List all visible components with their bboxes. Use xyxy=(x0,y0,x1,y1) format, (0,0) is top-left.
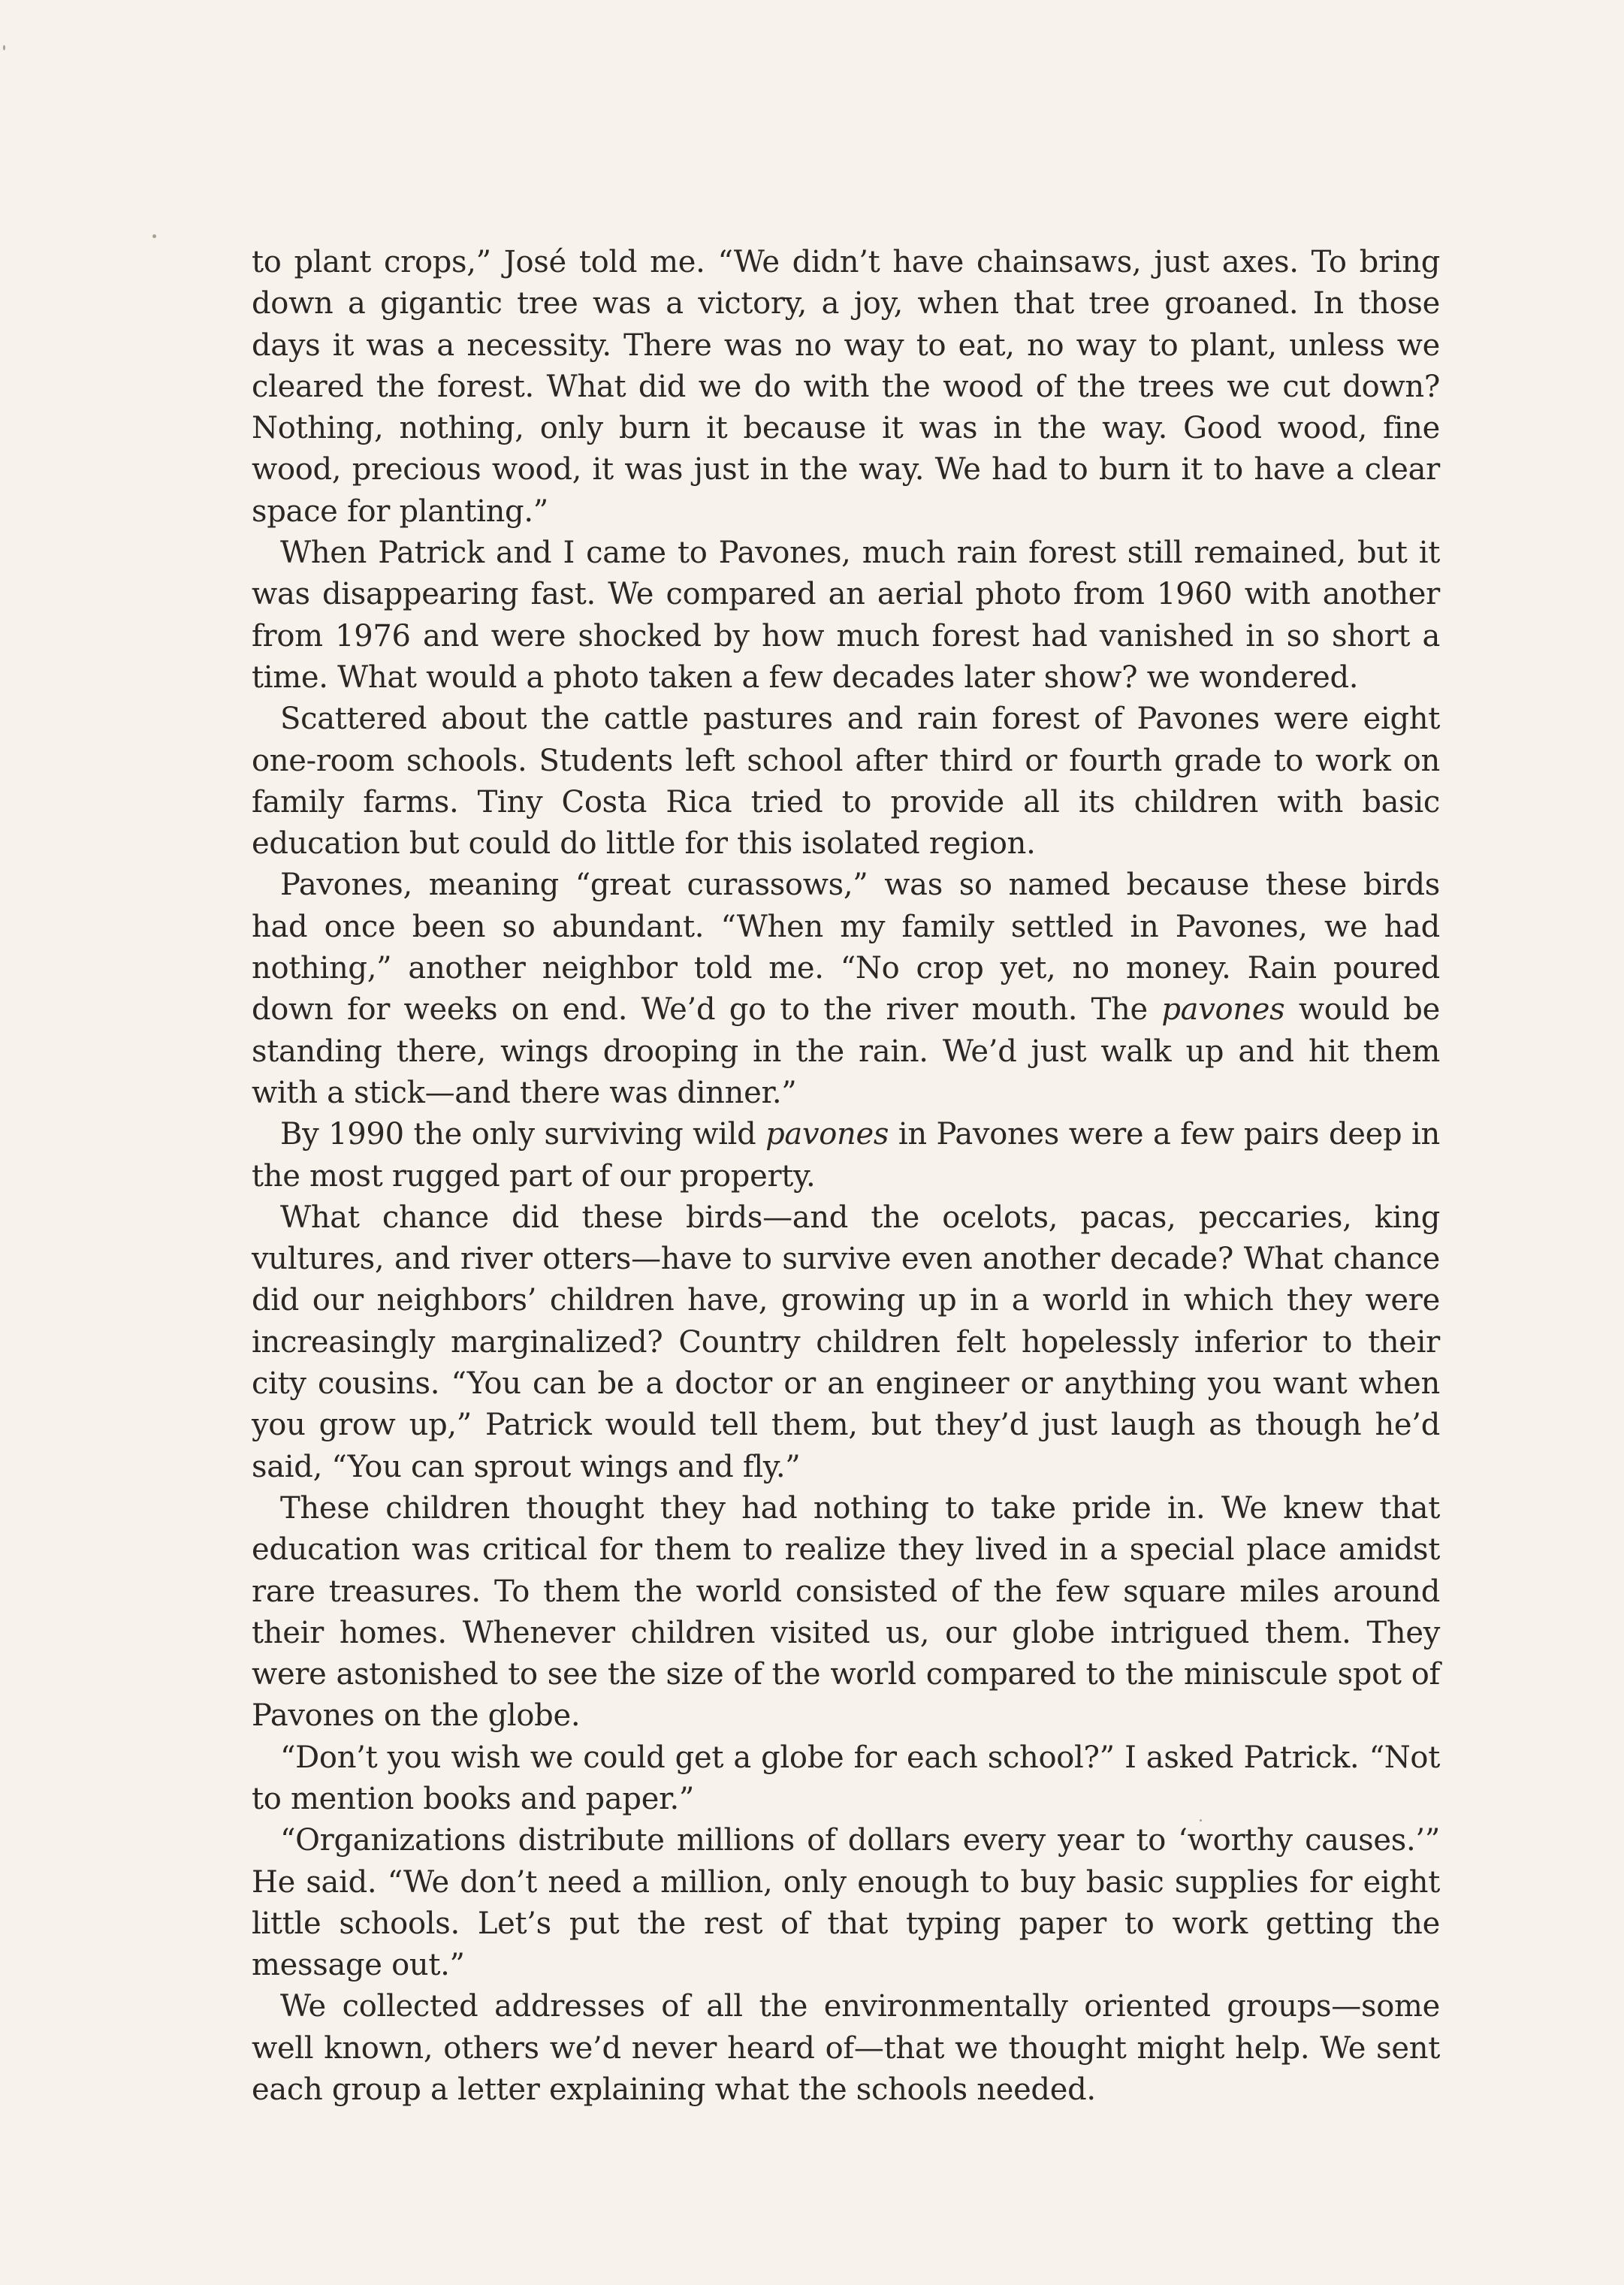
paragraph: to plant crops,” José told me. “We didn’t have chainsaws, just axes. To bring down a gigantic tree was a victory, a joy, when that tree groaned. In those days it was a necessity. There was no way to eat, no way to plant, unless we cleared the forest. What did we do with the wood of the trees we cut down? Nothing, nothing, only burn it because it was in the way. Good wood, fine wood, precious wood, it was just in the way. We had to burn it to have a clear space for planting.” xyxy=(252,245,1440,529)
text-run: in Pavones were a few pairs deep in the most rugged part of our property. xyxy=(252,1117,1440,1194)
paper-speck xyxy=(3,45,5,50)
paragraph: These children thought they had nothing to take pride in. We knew that education was critical for them to realize they lived in a special place amidst rare treasures. To them the world consisted of the few square miles around their homes. Whenever children visited us, our globe intrigued them. They were astonished to see the size of the world compared to the miniscule spot of Pavones on the globe. xyxy=(252,1490,1440,1734)
body-text xyxy=(252,242,1440,2111)
paragraph xyxy=(252,1114,1440,1197)
text-run: Pavones, meaning “great curassows,” was so named because these birds had once been so abundant. “When my family settled in Pavones, we had nothing,” another neighbor told me. “No crop yet, no money. Rain poured down for weeks on end. We’d go to the river mouth. The xyxy=(252,868,1440,1028)
paragraph: What chance did these birds—and the ocelots, pacas, peccaries, king vultures, and river otters—have to survive even another decade? What chance did our neighbors’ children have, growing up in a world in which they were increasingly marginalized? Country children felt hopelessly inferior to their city cousins. “You can be a doctor or an engineer or anything you want when you grow up,” Patrick would tell them, but they’d just laugh as though he’d said, “You can sprout wings and fly.” xyxy=(252,1200,1440,1484)
paragraph xyxy=(252,865,1440,1114)
paragraph: Scattered about the cattle pastures and rain forest of Pavones were eight one-room schools. Students left school after third or fourth grade to work on family farms. Tiny Costa Rica tried to provide all its children with basic education but could do little for this isolated region. xyxy=(252,702,1440,862)
paragraph: When Patrick and I came to Pavones, much rain forest still remained, but it was disappearing fast. We compared an aerial photo from 1960 with another from 1976 and were shocked by how much forest had vanished in so short a time. What would a photo taken a few decades later show? we wondered. xyxy=(252,536,1440,695)
italic-term: pavones xyxy=(765,1117,889,1152)
italic-term: pavones xyxy=(1161,992,1285,1028)
paragraph: “Organizations distribute millions of dollars every year to ‘worthy causes.’” He said. “We don’t need a million, only enough to buy basic supplies for eight little schools. Let’s put the rest of that typing paper to work getting the message out.” xyxy=(252,1823,1440,1983)
paper-speck xyxy=(152,234,156,238)
paragraph: “Don’t you wish we could get a globe for each school?” I asked Patrick. “Not to mention books and paper.” xyxy=(252,1740,1440,1816)
text-run: would be standing there, wings drooping in the rain. We’d just walk up and hit them with a stick—and there was dinner.” xyxy=(252,992,1440,1110)
text-run: By 1990 the only surviving wild xyxy=(280,1117,766,1152)
paragraph: We collected addresses of all the environmentally oriented groups—some well known, others we’d never heard of—that we thought might help. We sent each group a letter explaining what the schools needed. xyxy=(252,1989,1440,2108)
